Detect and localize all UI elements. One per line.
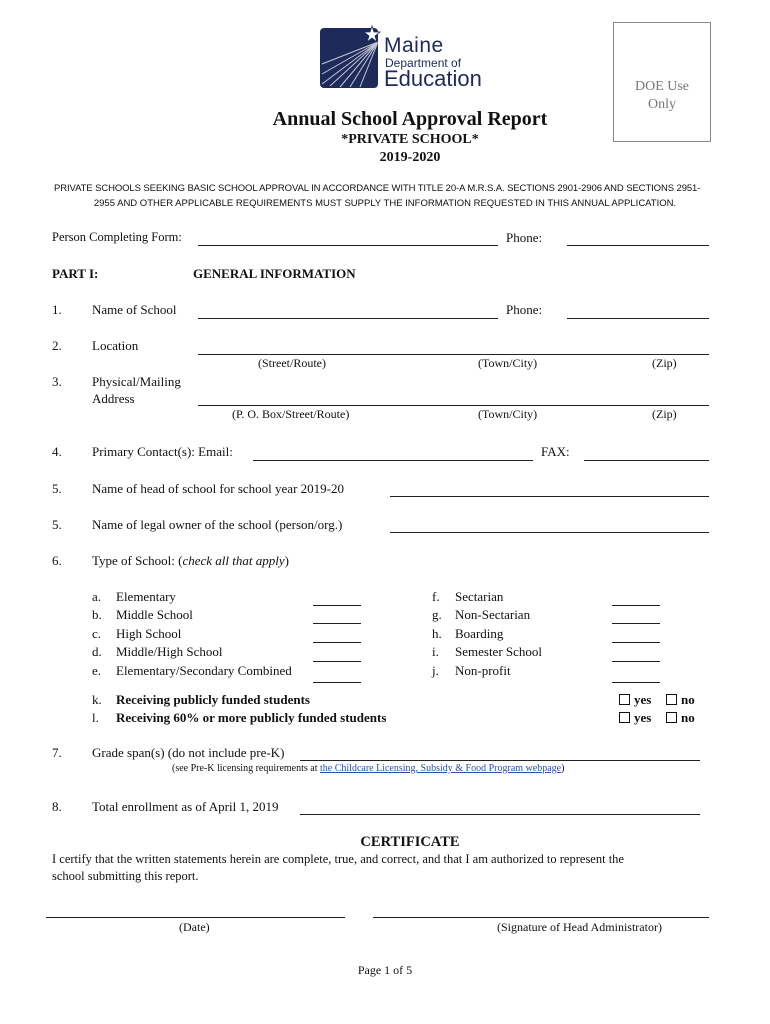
type-label: Sectarian — [455, 589, 504, 604]
q2-num: 2. — [52, 338, 62, 353]
location-field[interactable] — [198, 354, 709, 355]
page-number: Page 1 of 5 — [357, 963, 413, 977]
type-non-sectarian-field[interactable] — [612, 623, 660, 624]
yes-label: yes — [634, 692, 652, 707]
location-zip-caption: (Zip) — [652, 356, 677, 370]
part1-title: GENERAL INFORMATION — [193, 266, 356, 281]
certificate-title: CERTIFICATE — [360, 834, 460, 850]
certificate-line2: school submitting this report. — [52, 869, 199, 883]
q3-label2: Address — [92, 391, 135, 406]
funded-letter: l. — [92, 710, 99, 725]
funded-k-no[interactable] — [666, 692, 695, 708]
type-letter: f. — [432, 589, 440, 604]
grade-span-field[interactable] — [300, 760, 700, 761]
q7-label-end: ) — [284, 553, 289, 568]
q8-note-pre: (see Pre-K licensing requirements at — [172, 763, 321, 774]
signature-caption: (Signature of Head Administrator) — [497, 920, 662, 934]
q6-num: 5. — [52, 517, 62, 532]
type-boarding-field[interactable] — [612, 642, 660, 643]
type-elementary-field[interactable] — [313, 605, 361, 606]
logo-department: Department of — [385, 56, 462, 70]
type-middle-high-field[interactable] — [313, 661, 361, 662]
doe-use-line2: Only — [648, 97, 676, 112]
mailing-box-caption: (P. O. Box/Street/Route) — [232, 407, 350, 421]
q7-label-italic: check all that apply — [182, 553, 285, 568]
type-letter: i. — [432, 644, 439, 659]
enrollment-field[interactable] — [300, 814, 700, 815]
email-field[interactable] — [253, 460, 533, 461]
yes-label: yes — [634, 710, 652, 725]
doe-use-line1: DOE Use — [634, 79, 690, 94]
q7-label-start: Type of School: ( — [92, 553, 183, 568]
q6-label: Name of legal owner of the school (person/org.) — [92, 517, 343, 532]
type-label: Middle School — [116, 607, 193, 622]
person-phone-label: Phone: — [506, 230, 543, 245]
type-letter: d. — [92, 644, 102, 659]
school-name-field[interactable] — [198, 318, 498, 319]
funded-l-yes[interactable] — [619, 710, 651, 726]
checkbox-icon[interactable] — [619, 694, 630, 705]
logo-education: Education — [384, 66, 482, 91]
mailing-zip-caption: (Zip) — [652, 407, 677, 421]
type-label: Non-Sectarian — [455, 607, 531, 622]
fax-label: FAX: — [541, 444, 570, 459]
part1-label: PART I: — [52, 266, 99, 281]
type-letter: j. — [432, 663, 439, 678]
q5-num: 5. — [52, 481, 62, 496]
type-letter: e. — [92, 663, 102, 678]
q1-label: Name of School — [92, 302, 177, 317]
type-label: Elementary — [116, 589, 176, 604]
q7-label — [92, 553, 289, 569]
head-of-school-field[interactable] — [390, 496, 709, 497]
q7-num: 6. — [52, 553, 62, 568]
page-subtitle: *PRIVATE SCHOOL* — [341, 132, 479, 147]
checkbox-icon[interactable] — [666, 694, 677, 705]
q9-num: 8. — [52, 799, 62, 814]
date-caption: (Date) — [179, 920, 210, 934]
location-town-caption: (Town/City) — [478, 356, 538, 370]
signature-field[interactable] — [373, 917, 709, 918]
q8-note-post: ) — [561, 763, 565, 774]
q5-label: Name of head of school for school year 2019-20 — [92, 481, 344, 496]
type-combined-field[interactable] — [313, 682, 361, 683]
no-label: no — [681, 710, 695, 725]
page-year: 2019-2020 — [379, 150, 441, 165]
funded-letter: k. — [92, 692, 102, 707]
q8-num: 7. — [52, 745, 62, 760]
q4-label: Primary Contact(s): Email: — [92, 444, 233, 459]
q4-num: 4. — [52, 444, 62, 459]
type-label: Elementary/Secondary Combined — [116, 663, 292, 678]
type-letter: h. — [432, 626, 442, 641]
logo-maine: Maine — [384, 34, 444, 57]
q8-note — [172, 763, 564, 774]
person-field[interactable] — [198, 245, 498, 246]
type-label: Middle/High School — [116, 644, 223, 659]
childcare-licensing-link[interactable]: the Childcare Licensing, Subsidy & Food Program webpage — [320, 763, 562, 774]
q1-phone-label: Phone: — [506, 302, 543, 317]
funded-label: Receiving 60% or more publicly funded students — [116, 710, 387, 725]
logo-emblem-icon — [320, 24, 382, 90]
intro-line1: PRIVATE SCHOOLS SEEKING BASIC SCHOOL APPROVAL IN ACCORDANCE WITH TITLE 20-A M.R.S.A. SECTIONS 2901-2906 AND SECTIONS 2951- — [54, 183, 701, 194]
type-high-field[interactable] — [313, 642, 361, 643]
type-label: Semester School — [455, 644, 543, 659]
q3-num: 3. — [52, 374, 62, 389]
certificate-line1: I certify that the written statements herein are complete, true, and correct, and that I am authorized to represent the — [52, 852, 624, 866]
funded-k-yes[interactable] — [619, 692, 651, 708]
type-middle-field[interactable] — [313, 623, 361, 624]
type-letter: b. — [92, 607, 102, 622]
checkbox-icon[interactable] — [666, 712, 677, 723]
q9-label: Total enrollment as of April 1, 2019 — [92, 799, 279, 814]
type-label: Boarding — [455, 626, 504, 641]
type-letter: g. — [432, 607, 442, 622]
fax-field[interactable] — [584, 460, 709, 461]
mailing-address-field[interactable] — [198, 405, 709, 406]
intro-line2: 2955 AND OTHER APPLICABLE REQUIREMENTS MUST SUPPLY THE INFORMATION REQUESTED IN THIS ANNUAL APPLICATION. — [93, 198, 677, 209]
legal-owner-field[interactable] — [390, 532, 709, 533]
funded-l-no[interactable] — [666, 710, 695, 726]
q2-label: Location — [92, 338, 139, 353]
date-field[interactable] — [46, 917, 345, 918]
page-title: Annual School Approval Report — [272, 108, 548, 130]
person-label: Person Completing Form: — [52, 230, 182, 244]
funded-label: Receiving publicly funded students — [116, 692, 310, 707]
location-street-caption: (Street/Route) — [258, 356, 326, 370]
type-non-profit-field[interactable] — [612, 682, 660, 683]
type-sectarian-field[interactable] — [612, 605, 660, 606]
mailing-town-caption: (Town/City) — [478, 407, 538, 421]
type-label: High School — [116, 626, 182, 641]
school-phone-field[interactable] — [567, 318, 709, 319]
type-letter: c. — [92, 626, 102, 641]
type-letter: a. — [92, 589, 102, 604]
type-label: Non-profit — [455, 663, 511, 678]
q1-num: 1. — [52, 302, 62, 317]
q3-label1: Physical/Mailing — [92, 374, 181, 389]
no-label: no — [681, 692, 695, 707]
type-semester-field[interactable] — [612, 661, 660, 662]
checkbox-icon[interactable] — [619, 712, 630, 723]
person-phone-field[interactable] — [567, 245, 709, 246]
maine-doe-logo — [320, 24, 500, 92]
doe-use-box — [613, 22, 711, 142]
q8-label: Grade span(s) (do not include pre-K) — [92, 745, 285, 760]
